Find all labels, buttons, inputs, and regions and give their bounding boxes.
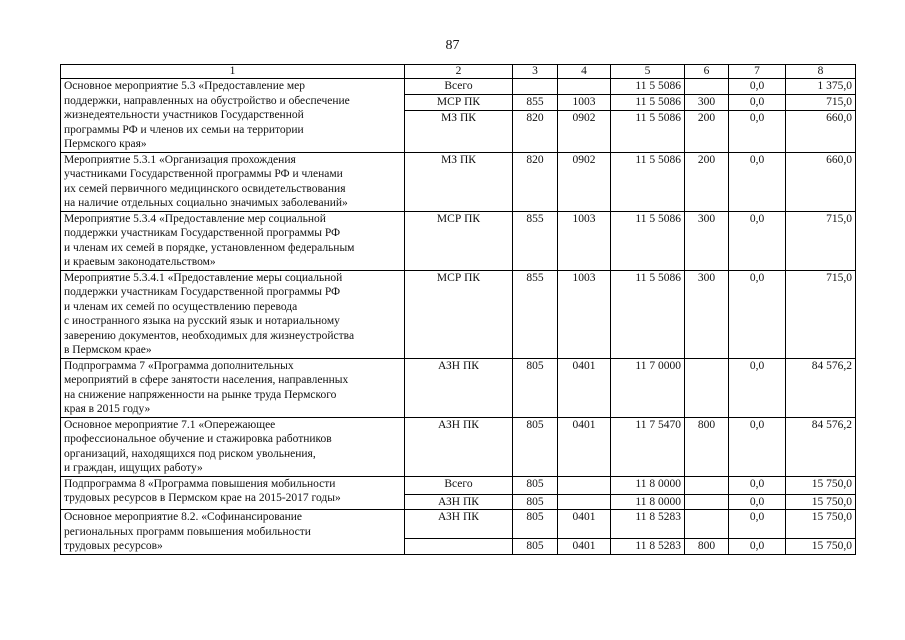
row-name-cell: [61, 79, 405, 153]
table-row: [61, 510, 856, 539]
row-name-cell: [61, 358, 405, 417]
name-line: Подпрограмма 7 «Программа дополнительных: [64, 359, 294, 372]
code-cell: [685, 494, 729, 510]
name-line: Основное мероприятие 5.3 «Предоставление мер: [64, 80, 305, 92]
code-cell: [558, 494, 611, 510]
code-cell: [685, 79, 729, 95]
name-line: на наличие отдельных социально значимых заболеваний»: [64, 197, 348, 209]
name-line: и краевым законодательством»: [64, 256, 216, 268]
code-cell: 11 5 5086: [611, 211, 685, 270]
code-cell: 805: [513, 417, 558, 476]
value-cell: 715,0: [786, 211, 856, 270]
name-line: поддержки участникам Государственной программы РФ: [64, 227, 341, 239]
name-line: заверению документов, необходимых для жизнеустройства: [64, 329, 355, 342]
table-row: [61, 211, 856, 270]
code-cell: 11 5 5086: [611, 152, 685, 211]
value-cell: 15 750,0: [786, 539, 856, 555]
name-line: в Пермском крае»: [64, 344, 152, 356]
admin-cell: МСР ПК: [405, 94, 513, 110]
value-cell: 660,0: [786, 110, 856, 152]
code-cell: 855: [513, 94, 558, 110]
code-cell: 300: [685, 94, 729, 110]
value-cell: 0,0: [729, 211, 786, 270]
value-cell: 0,0: [729, 110, 786, 152]
name-line: организаций, находящихся под риском увольнения,: [64, 447, 316, 460]
name-line: и граждан, ищущих работу»: [64, 462, 203, 474]
code-cell: [685, 358, 729, 417]
name-line: Мероприятие 5.3.4 «Предоставление мер социальной: [64, 212, 326, 225]
col-header-6: 6: [685, 65, 729, 79]
page-number: 87: [445, 38, 460, 53]
name-line: Основное мероприятие 8.2. «Софинансирование: [64, 511, 303, 523]
code-cell: 11 5 5086: [611, 110, 685, 152]
code-cell: 11 8 5283: [611, 539, 685, 555]
admin-cell: [405, 539, 513, 555]
col-header-7: 7: [729, 65, 786, 79]
code-cell: [558, 476, 611, 494]
value-cell: 0,0: [729, 417, 786, 476]
admin-cell: МЗ ПК: [405, 152, 513, 211]
table-row: [61, 417, 856, 476]
admin-cell: МЗ ПК: [405, 110, 513, 152]
table-row: [61, 79, 856, 95]
code-cell: [685, 476, 729, 494]
code-cell: 800: [685, 539, 729, 555]
admin-cell: МСР ПК: [405, 211, 513, 270]
code-cell: 11 8 0000: [611, 476, 685, 494]
code-cell: 300: [685, 270, 729, 358]
code-cell: 11 7 5470: [611, 417, 685, 476]
value-cell: 15 750,0: [786, 476, 856, 494]
code-cell: 820: [513, 152, 558, 211]
value-cell: 715,0: [786, 270, 856, 358]
name-line: на снижение напряженности на рынке труда Пермского: [64, 388, 337, 401]
code-cell: 200: [685, 152, 729, 211]
code-cell: 300: [685, 211, 729, 270]
code-cell: 11 8 5283: [611, 510, 685, 539]
admin-cell: МСР ПК: [405, 270, 513, 358]
name-line: и членам их семей в порядке, установленном федеральным: [64, 241, 355, 254]
value-cell: 0,0: [729, 152, 786, 211]
name-line: Мероприятие 5.3.1 «Организация прохождения: [64, 153, 296, 166]
code-cell: [513, 79, 558, 95]
value-cell: 15 750,0: [786, 494, 856, 510]
name-line: трудовых ресурсов в Пермском крае на 2015-2017 годы»: [64, 492, 341, 504]
name-line: края в 2015 году»: [64, 403, 151, 415]
code-cell: 805: [513, 476, 558, 494]
row-name-cell: [61, 476, 405, 510]
value-cell: 0,0: [729, 476, 786, 494]
name-line: жизнедеятельности участников Государственной: [64, 109, 304, 121]
code-cell: 800: [685, 417, 729, 476]
table-row: [61, 152, 856, 211]
code-cell: 200: [685, 110, 729, 152]
name-line: региональных программ повышения мобильности: [64, 525, 311, 538]
name-line: мероприятий в сфере занятости населения, направленных: [64, 374, 349, 386]
code-cell: 11 5 5086: [611, 94, 685, 110]
table-row: [61, 358, 856, 417]
value-cell: 715,0: [786, 94, 856, 110]
name-line: с иностранного языка на русский язык и нотариальному: [64, 315, 340, 327]
code-cell: 855: [513, 211, 558, 270]
value-cell: 0,0: [729, 358, 786, 417]
code-cell: 11 5 5086: [611, 79, 685, 95]
code-cell: 0401: [558, 417, 611, 476]
code-cell: 805: [513, 539, 558, 555]
table-row: [61, 476, 856, 494]
code-cell: 1003: [558, 211, 611, 270]
code-cell: [685, 510, 729, 539]
header-row: [61, 65, 856, 79]
value-cell: 0,0: [729, 494, 786, 510]
value-cell: 0,0: [729, 539, 786, 555]
admin-cell: Всего: [405, 79, 513, 95]
code-cell: 0401: [558, 358, 611, 417]
value-cell: 84 576,2: [786, 417, 856, 476]
value-cell: 84 576,2: [786, 358, 856, 417]
code-cell: 0401: [558, 539, 611, 555]
name-line: Пермского края»: [64, 138, 147, 150]
row-name-cell: [61, 211, 405, 270]
value-cell: 0,0: [729, 94, 786, 110]
code-cell: 11 7 0000: [611, 358, 685, 417]
col-header-8: 8: [786, 65, 856, 79]
value-cell: 0,0: [729, 510, 786, 539]
name-line: программы РФ и членов их семьи на территории: [64, 123, 304, 136]
code-cell: 805: [513, 510, 558, 539]
value-cell: 1 375,0: [786, 79, 856, 95]
admin-cell: АЗН ПК: [405, 494, 513, 510]
row-name-cell: [61, 270, 405, 358]
name-line: участниками Государственной программы РФ и членами: [64, 168, 343, 180]
row-name-cell: [61, 417, 405, 476]
code-cell: 1003: [558, 94, 611, 110]
table-row: [61, 270, 856, 358]
value-cell: 15 750,0: [786, 510, 856, 539]
admin-cell: АЗН ПК: [405, 417, 513, 476]
code-cell: 805: [513, 358, 558, 417]
name-line: их семей первичного медицинского освидетельствования: [64, 182, 346, 195]
code-cell: [558, 79, 611, 95]
code-cell: 0401: [558, 510, 611, 539]
value-cell: 660,0: [786, 152, 856, 211]
col-header-5: 5: [611, 65, 685, 79]
row-name-cell: [61, 510, 405, 555]
name-line: трудовых ресурсов»: [64, 540, 163, 552]
row-name-cell: [61, 152, 405, 211]
name-line: поддержки участникам Государственной программы РФ: [64, 286, 341, 298]
admin-cell: АЗН ПК: [405, 510, 513, 539]
code-cell: 820: [513, 110, 558, 152]
name-line: поддержки, направленных на обустройство и обеспечение: [64, 94, 350, 107]
budget-table: [60, 64, 856, 555]
code-cell: 0902: [558, 152, 611, 211]
value-cell: 0,0: [729, 270, 786, 358]
name-line: профессиональное обучение и стажировка работников: [64, 433, 332, 445]
name-line: Подпрограмма 8 «Программа повышения мобильности: [64, 477, 336, 490]
name-line: и членам их семей по осуществлению перевода: [64, 300, 298, 313]
code-cell: 805: [513, 494, 558, 510]
name-line: Основное мероприятие 7.1 «Опережающее: [64, 418, 276, 431]
code-cell: 11 8 0000: [611, 494, 685, 510]
col-header-3: 3: [513, 65, 558, 79]
value-cell: 0,0: [729, 79, 786, 95]
col-header-4: 4: [558, 65, 611, 79]
code-cell: 1003: [558, 270, 611, 358]
col-header-2: 2: [405, 65, 513, 79]
name-line: Мероприятие 5.3.4.1 «Предоставление меры социальной: [64, 271, 343, 284]
code-cell: 855: [513, 270, 558, 358]
admin-cell: АЗН ПК: [405, 358, 513, 417]
admin-cell: Всего: [405, 476, 513, 494]
code-cell: 0902: [558, 110, 611, 152]
code-cell: 11 5 5086: [611, 270, 685, 358]
col-header-1: 1: [61, 65, 405, 79]
